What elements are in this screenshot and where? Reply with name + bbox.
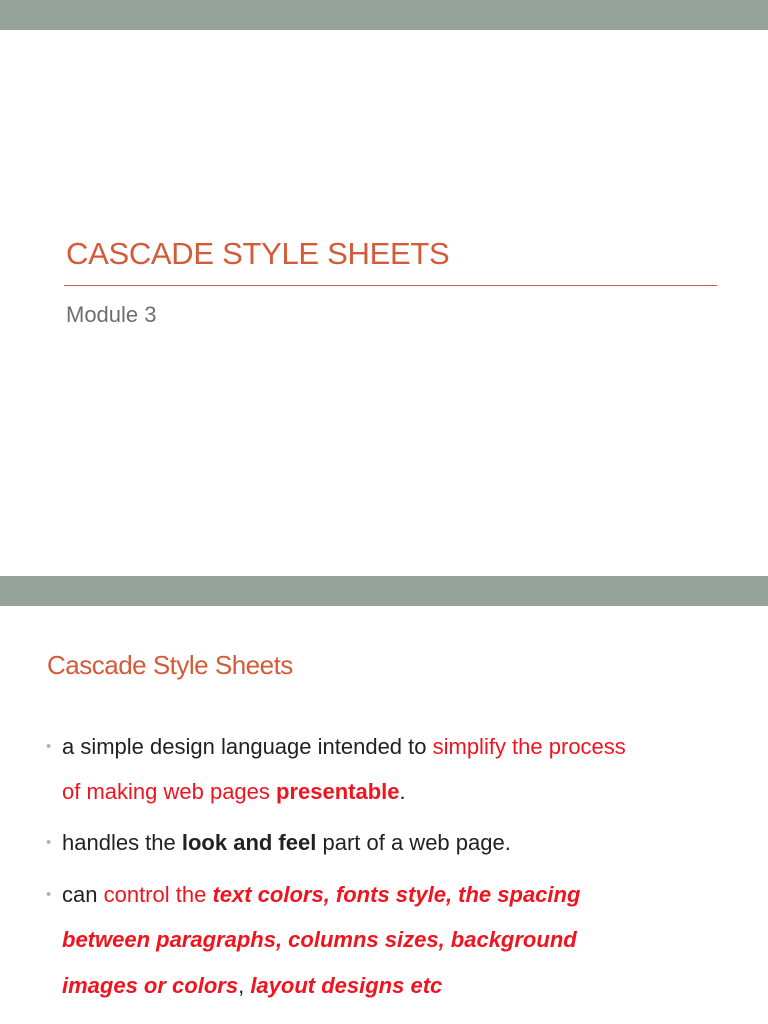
slide-subtitle: Module 3: [66, 302, 157, 327]
bullet-3-bold-italic-2: between paragraphs, columns sizes, background: [62, 927, 577, 952]
bullet-1-line2-end: .: [399, 779, 406, 804]
slide-title: CASCADE STYLE SHEETS: [66, 236, 450, 271]
bullet-3-highlight: control the: [103, 882, 213, 907]
bullet-item-3-continued-1: [62, 926, 577, 954]
bullet-item-3-continued-2: [62, 972, 442, 1000]
bullet-1-highlight: simplify the process: [432, 734, 626, 759]
bullet-3-bold-italic-1: text colors, fonts style, the spacing: [212, 882, 581, 907]
bullet-item-1-continued: [62, 778, 406, 806]
bullet-2-text: handles the: [62, 830, 182, 855]
bullet-2-bold: look and feel: [181, 830, 317, 855]
bullet-icon: •: [46, 738, 52, 755]
bullet-1-text: a simple design language intended to: [62, 734, 433, 759]
bullet-3-comma: ,: [238, 973, 251, 998]
bullet-item-3: [46, 881, 581, 909]
bullet-1-line2-highlight: of making web pages: [62, 779, 277, 804]
content-slide-title: Cascade Style Sheets: [47, 650, 293, 680]
content-slide: [0, 576, 768, 1024]
slide-top-band: [0, 0, 768, 30]
bullet-item-1: [46, 733, 626, 761]
bullet-3-bold-italic-4: layout designs etc: [250, 973, 443, 998]
bullet-3-bold-italic-3: images or colors: [62, 973, 239, 998]
bullet-1-line2-bold: presentable: [276, 779, 400, 804]
title-underline: [64, 285, 717, 286]
bullet-2-post: part of a web page.: [316, 830, 511, 855]
bullet-icon: •: [46, 834, 52, 851]
slide-top-band: [0, 576, 768, 606]
bullet-icon: •: [46, 886, 52, 903]
bullet-item-2: [46, 829, 511, 857]
bullet-3-text: can: [62, 882, 104, 907]
